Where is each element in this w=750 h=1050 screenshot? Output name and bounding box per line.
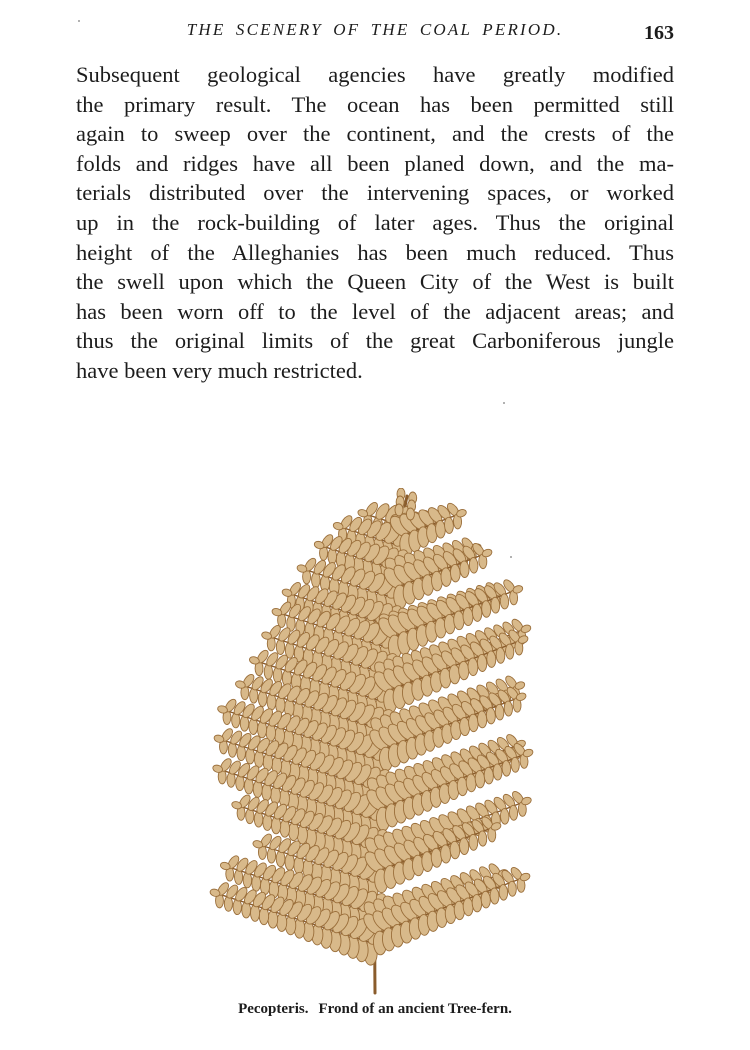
text-line: the swell upon which the Queen City of the West is built — [76, 269, 674, 295]
text-line: Subsequent geological agencies have greatly modified — [76, 62, 674, 87]
running-title: THE SCENERY OF THE COAL PERIOD. — [186, 20, 564, 39]
text-line: folds and ridges have all been planed down, and the ma- — [76, 150, 674, 176]
text-line: has been worn off to the level of the adjacent areas; and — [76, 298, 674, 324]
text-line: terials distributed over the intervening spaces, or worked — [76, 180, 674, 206]
figure-caption — [0, 1001, 750, 1018]
caption-description: Frond of an ancient Tree-fern. — [318, 1001, 512, 1017]
running-head — [0, 16, 750, 46]
paper-speck — [510, 556, 512, 558]
body-paragraph — [76, 60, 674, 386]
text-line: height of the Alleghanies has been much reduced. Thus — [76, 239, 674, 265]
paper-speck — [503, 402, 505, 404]
text-line: again to sweep over the continent, and the crests of the — [76, 121, 674, 147]
page-number: 163 — [644, 22, 674, 44]
fern-illustration — [200, 488, 550, 998]
text-line: the primary result. The ocean has been permitted still — [76, 91, 674, 117]
text-line: have been very much restricted. — [76, 357, 363, 383]
fern-frond-image — [200, 488, 550, 998]
paper-speck — [78, 20, 80, 22]
text-line: thus the original limits of the great Carboniferous jungle — [76, 328, 674, 354]
caption-genus: Pecopteris. — [238, 1001, 309, 1017]
text-line: up in the rock-building of later ages. Thus the original — [76, 209, 674, 235]
